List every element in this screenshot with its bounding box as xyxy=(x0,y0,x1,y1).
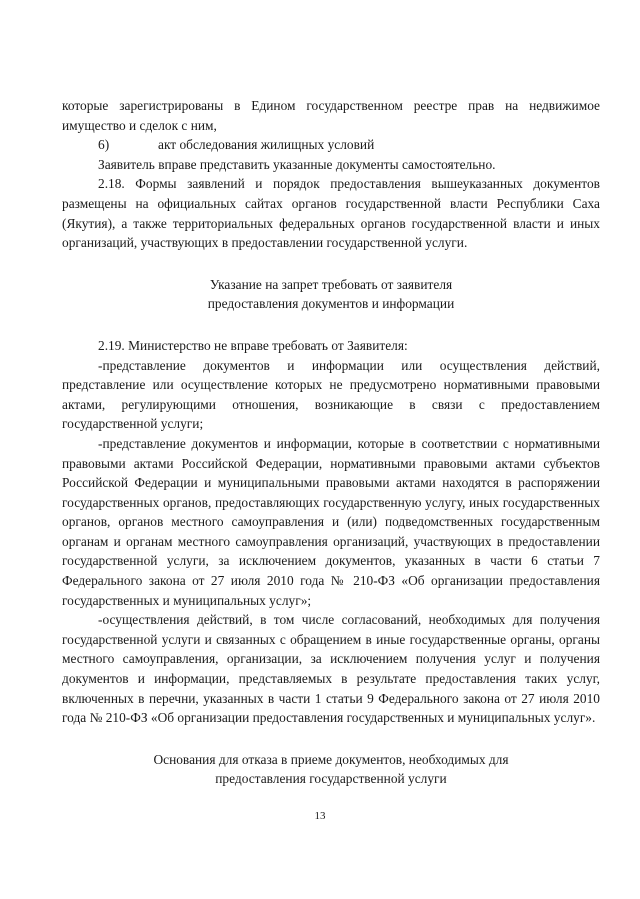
paragraph-prohibition-2: -представление документов и информации, которые в соответствии с нормативными правовыми актами Российской Федерации, нормативными правовыми актами субъектов Российской Федерации и муниципальными правовыми актами находятся в распоряжении государственных органов, предоставляющих государственную услугу, иных государственных органов, органов местного самоуправления и (или) подведомственных государственным органам и органам местного самоуправления организаций, участвующих в предоставлении государственной услуги, за исключением документов, указанных в части 6 статьи 7 Федерального закона от 27 июля 2010 года № 210-ФЗ «Об организации предоставления государственных и муниципальных услуг»; xyxy=(62,435,600,608)
paragraph-prohibition-1: -представление документов и информации или осуществления действий, представление или осуществление которых не предусмотрено нормативными правовыми актами, регулирующими отношения, возникающие в связи с предоставлением государственной услуги; xyxy=(62,357,600,432)
heading-line: предоставления документов и информации xyxy=(207,296,455,312)
section-heading-prohibition xyxy=(62,275,600,314)
list-item-text: акт обследования жилищных условий xyxy=(158,137,375,153)
paragraph-prohibition-3: -осуществления действий, в том числе согласований, необходимых для получения государственной услуги и связанных с обращением в иные государственные органы, органы местного самоуправления, организации, за исключением получения услуг и получения документов и информации, представляемых в результате предоставления таких услуг, включенных в перечни, указанных в части 1 статьи 9 Федерального закона от 27 июля 2010 года № 210-ФЗ «Об организации предоставления государственных и муниципальных услуг». xyxy=(62,612,600,726)
heading-line: Основания для отказа в приеме документов, необходимых для xyxy=(153,751,509,767)
paragraph-applicant-right: Заявитель вправе представить указанные документы самостоятельно. xyxy=(98,156,496,172)
list-item-number: 6) xyxy=(98,137,110,153)
list-item-6 xyxy=(62,135,600,155)
page-number: 13 xyxy=(314,810,326,822)
section-heading-refusal-grounds xyxy=(62,750,600,789)
heading-line: предоставления государственной услуги xyxy=(215,771,447,787)
heading-line: Указание на запрет требовать от заявителя xyxy=(209,276,453,292)
paragraph-2-18: 2.18. Формы заявлений и порядок предоставления вышеуказанных документов размещены на официальных сайтах органов государственной власти Республики Саха (Якутия), а также территориальных федеральных органов государственной власти и иных организаций, участвующих в предоставлении государственной услуги. xyxy=(62,176,600,251)
paragraph-registry-continuation: которые зарегистрированы в Едином государственном реестре прав на недвижимое имущество и сделок с ним, xyxy=(62,98,600,133)
paragraph-2-19: 2.19. Министерство не вправе требовать от Заявителя: xyxy=(98,337,408,353)
